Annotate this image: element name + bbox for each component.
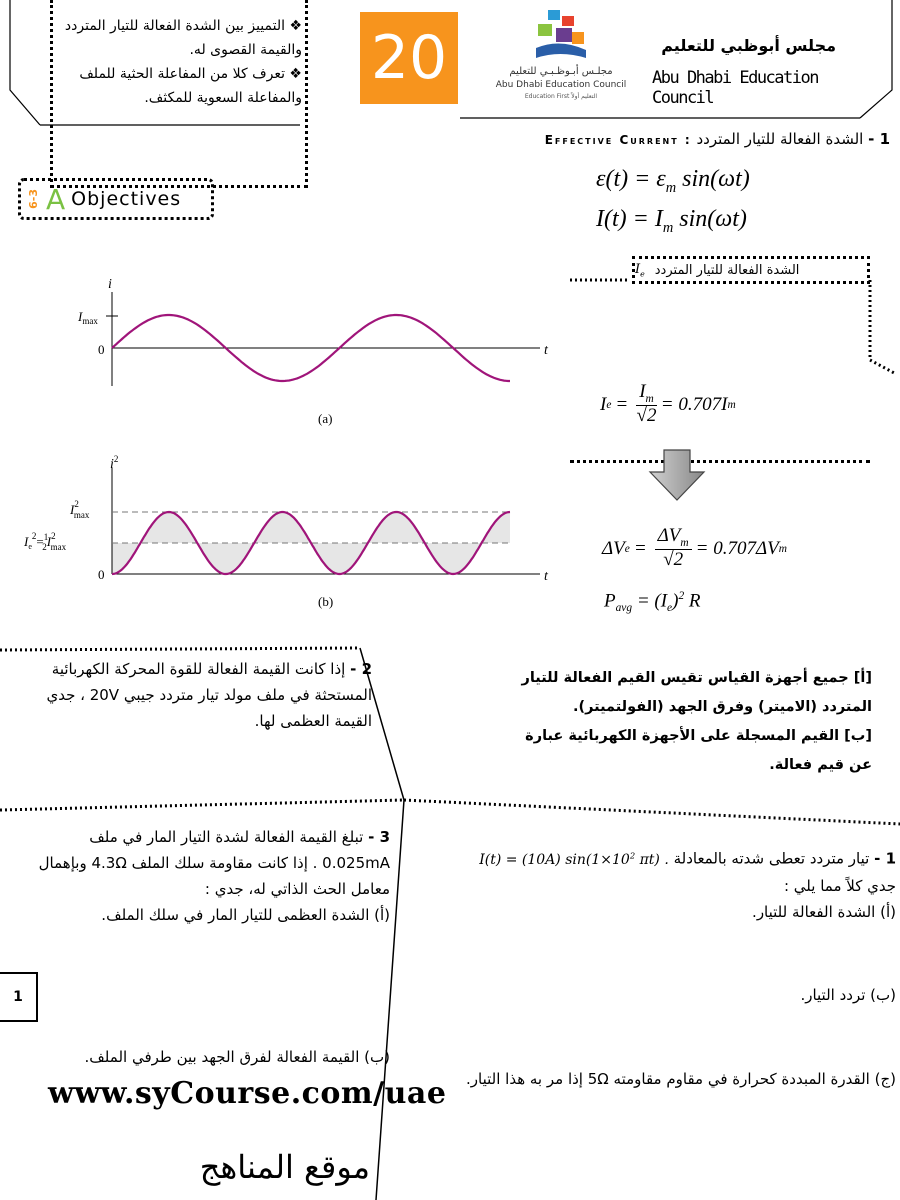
effective-current-label-box	[632, 256, 870, 284]
logo-text-ar: مجلـس أبـوظـبـي للتعليم	[509, 66, 613, 77]
graph-b-caption: (b)	[318, 594, 334, 609]
q3-part-b: (ب) القيمة الفعالة لفرق الجهد بين طرفي الملف.	[84, 1048, 390, 1066]
q1-number: 1 -	[874, 849, 896, 868]
equation-emf: $\varepsilon(t) = \varepsilon_m$ sin(ωt)	[596, 166, 750, 196]
graph-b-mid-label: $I_e^2=^1$ $2I^2$ max	[24, 531, 67, 552]
graph-a-imax: $I_{max}$	[78, 309, 98, 326]
objectives-tab	[18, 178, 214, 220]
question-3	[20, 824, 390, 928]
q1-part-b: (ب) تردد التيار.	[800, 986, 896, 1004]
page-number-box	[0, 972, 38, 1022]
equation-current: $I(t) = I_m$ sin(ωt)	[596, 206, 747, 236]
q1-text: تيار متردد تعطى شدته بالمعادلة	[673, 849, 870, 868]
objectives-label: Objectives	[71, 188, 182, 210]
objective-1: ❖ التمييز بين الشدة الفعالة للتيار المتردد والقيمة القصوى له.	[64, 18, 302, 58]
note-a: [أ] جميع أجهزة القياس تقيس القيم الفعالة للتيار المتردد (الاميتر) وفرق الجهد (الفولتميتر).	[521, 670, 872, 715]
question-2	[20, 656, 372, 734]
section1-title	[470, 130, 890, 148]
objectives-letter: A	[46, 182, 66, 216]
note-b: [ب] القيم المسجلة على الأجهزة الكهربائية عبارة عن قيم فعالة.	[525, 728, 872, 773]
separator-right-1	[570, 460, 870, 463]
footer-site-ar: موقع المناهج	[199, 1148, 370, 1186]
graph-b-xlabel: t	[544, 569, 548, 584]
graph-a	[70, 276, 560, 436]
down-arrow-icon	[648, 448, 706, 502]
equation-ve: ΔV e = $\frac{\Delta V_m}{√2}$ = 0.707ΔV m	[602, 525, 787, 571]
q1-find: جدي كلاً مما يلي :	[783, 876, 896, 895]
equation-power: $P_{avg} = (I_e)^2$ R	[604, 590, 701, 615]
section1-title-ar: الشدة الفعالة للتيار المتردد	[696, 130, 864, 148]
lesson-number: 20	[360, 12, 458, 104]
footer-url: www.syCourse.com/uae	[48, 1076, 447, 1111]
logo-text-en: Abu Dhabi Education Council	[495, 80, 627, 90]
objectives-list	[62, 14, 302, 110]
graph-a-caption: (a)	[318, 411, 333, 426]
section1-title-en: Effective Current :	[544, 133, 692, 147]
label-box-symbol: $I_e$	[635, 261, 645, 279]
q2-number: 2 -	[350, 660, 372, 678]
graph-a-ylabel: i	[108, 277, 112, 292]
section1-number: 1 -	[868, 130, 890, 148]
adec-logo-icon	[528, 8, 592, 64]
q1-equation: I(t) = (10A) $\sin(1\times 10^2$ πt) .	[479, 850, 669, 868]
graph-b-imax2: $I^2$ max	[70, 499, 90, 520]
page-number: 1	[13, 989, 23, 1005]
graph-b	[20, 454, 560, 614]
objective-2: ❖ تعرف كلا من المفاعلة الحثية للملف والمفاعلة السعوية للمكثف.	[79, 66, 302, 106]
logo-tag: Education First التعليم أولاً	[524, 93, 598, 100]
graph-b-ylabel: $i^2$	[110, 454, 119, 472]
equation-ie: I e = $\frac{I_m}{√2}$ = 0.707I m	[600, 381, 736, 427]
graph-a-xlabel: t	[544, 343, 548, 358]
council-name-ar: مجلس أبوظبي للتعليم	[661, 36, 836, 55]
q2-text: إذا كانت القيمة الفعالة للقوة المحركة الكهربائية المستحثة في ملف مولد تيار متردد جيبي 20V ، جدي القيمة العظمى لها.	[46, 660, 372, 730]
label-box-ar: الشدة الفعالة للتيار المتردد	[654, 262, 800, 278]
graph-a-zero: 0	[98, 342, 105, 357]
council-name-en: Abu Dhabi Education Council	[652, 68, 818, 108]
q1-part-a: (أ) الشدة الفعالة للتيار.	[752, 902, 896, 921]
graph-b-zero: 0	[98, 567, 105, 582]
q1-part-c: (ج) القدرة المبددة كحرارة في مقاوم مقاومته 5Ω إذا مر به هذا التيار.	[466, 1070, 896, 1088]
q3-part-a: (أ) الشدة العظمى للتيار المار في سلك الملف.	[101, 906, 390, 924]
q3-number: 3 -	[368, 828, 390, 846]
q3-text: تبلغ القيمة الفعالة لشدة التيار المار في ملف 0.025mA . إذا كانت مقاومة سلك الملف 4.3Ω وبإهمال معامل الحث الذاتي له، جدي :	[38, 828, 390, 898]
objectives-code: 6-3	[27, 189, 40, 209]
question-1	[420, 842, 896, 925]
